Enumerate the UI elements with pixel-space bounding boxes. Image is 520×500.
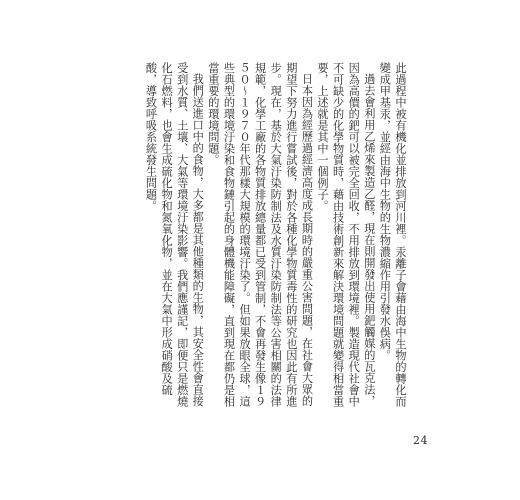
page-number: 24: [413, 434, 428, 447]
paragraph-3: 日本因為經歷過經濟高度成長期時的嚴重公害問題，在社會大眾的期望下努力進行嘗試後，對於各種化學物質毒性的研究也因此有所進步。現在，基於大氣汙染防制法及水質汙染防制法等公害相關的法律規範，化學工廠的各物質排放總量都已受到管制，不會再發生像１９５０～１９７０年代那樣大規模的環境汙染了。但如果放眼全球，這些典型的環境汙染和食物鏈引起的身體機能障礙，直到現在都仍是相當重要的環境問題。: [206, 62, 314, 407]
vertical-text-body: [108, 62, 408, 414]
paragraph-2: 過去會利用乙烯來製造乙醛，現在則開發出使用鈀觸媒的瓦克法，因為高價的鈀可以被完全回收，不用排放到環境裡。製造現代社會中不可缺少的化學物質時，藉由技術創新來解決環境問題就變得相當重要，上述就是其中一個例子。: [316, 62, 376, 407]
paragraph-1: 此過程中被有機化並排放到河川裡。汞離子會藉由海中生物的轉化而變成甲基汞，並經由海中生物的生物濃縮作用引發水俁病。: [378, 62, 407, 407]
paragraph-4: 我們送進口中的食物，大多都是其他種類的生物，其安全性會直接受到水質、土壤、大氣等環境汙染影響。我們應謹記，即便只是燃燒化石燃料，也會生成硫化物和氮氧化物，並在大氣中形成硝酸及硫酸，導致呼吸系統發生問題。: [144, 62, 205, 407]
